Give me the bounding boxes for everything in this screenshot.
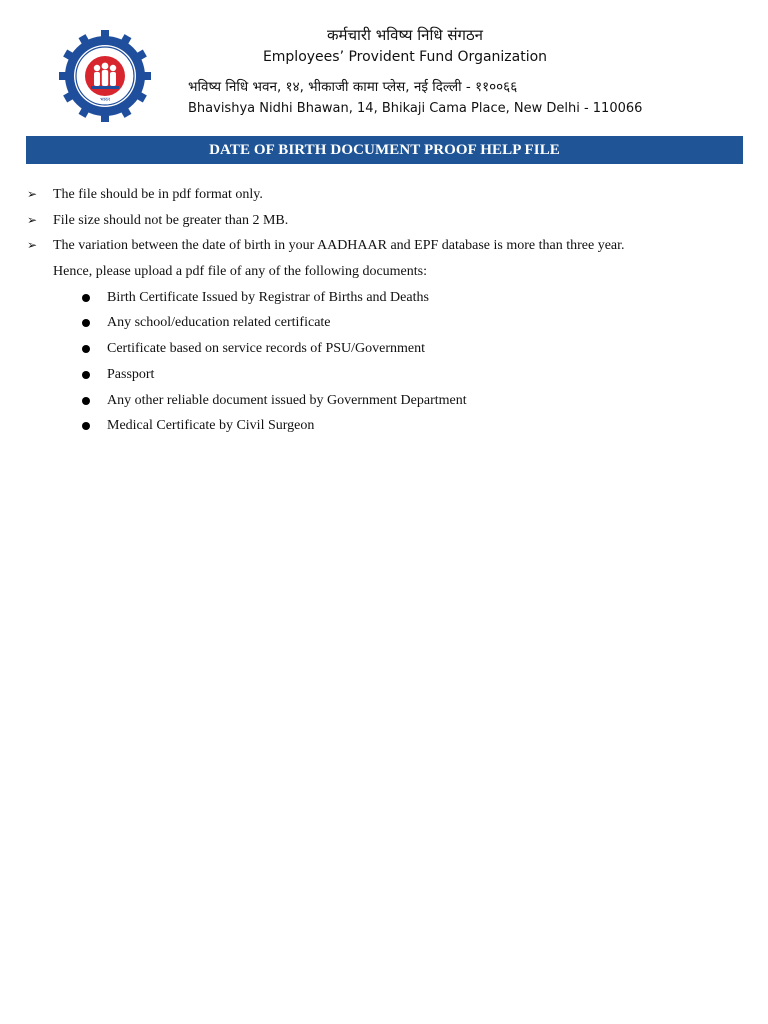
- arrow-bullet-icon: ➢: [27, 238, 38, 253]
- document-text: Certificate based on service records of PSU/Government: [107, 341, 426, 357]
- bullet-dot-icon: [82, 345, 90, 353]
- letterhead: [0, 0, 768, 130]
- document-item: [26, 388, 743, 414]
- bullet-dot-icon: [82, 319, 90, 327]
- instruction-text: The variation between the date of birth in your AADHAAR and EPF database is more than three year.: [53, 238, 625, 254]
- bullet-dot-icon: [82, 397, 90, 405]
- instruction-continuation: Hence, please upload a pdf file of any of the following documents:: [53, 264, 427, 280]
- org-name-block: [150, 24, 660, 68]
- instruction-item: [26, 233, 743, 259]
- instruction-text: File size should not be greater than 2 MB.: [53, 212, 289, 228]
- document-item: [26, 413, 743, 439]
- document-item: [26, 336, 743, 362]
- document-item: [26, 310, 743, 336]
- org-name-hindi: कर्मचारी भविष्य निधि संगठन: [327, 26, 483, 44]
- bullet-dot-icon: [82, 371, 90, 379]
- address-english: Bhavishya Nidhi Bhawan, 14, Bhikaji Cama Place, New Delhi - 110066: [188, 101, 643, 116]
- instruction-text: The file should be in pdf format only.: [53, 187, 263, 202]
- bullet-dot-icon: [82, 294, 90, 302]
- document-title: DATE OF BIRTH DOCUMENT PROOF HELP FILE: [26, 136, 743, 164]
- document-text: Any school/education related certificate: [107, 315, 331, 331]
- org-name-english: Employees’ Provident Fund Organization: [262, 49, 548, 65]
- arrow-bullet-icon: ➢: [27, 187, 38, 201]
- bullet-dot-icon: [82, 422, 90, 430]
- document-text: Medical Certificate by Civil Surgeon: [107, 418, 315, 434]
- instructions-section: [26, 182, 743, 439]
- document-item: [26, 285, 743, 311]
- document-text: Passport: [107, 366, 155, 382]
- epfo-logo-icon: [59, 30, 151, 122]
- logo-text: भारत: [100, 97, 110, 103]
- address-hindi: भविष्य निधि भवन, १४, भीकाजी कामा प्लेस, नई दिल्ली - ११००६६: [188, 79, 518, 95]
- document-text: Any other reliable document issued by Government Department: [107, 392, 467, 408]
- document-item: [26, 362, 743, 388]
- document-list: [26, 285, 743, 439]
- arrow-bullet-icon: ➢: [27, 212, 38, 227]
- instruction-item: [26, 182, 743, 208]
- instruction-item: [26, 208, 743, 234]
- document-text: Birth Certificate Issued by Registrar of Births and Deaths: [107, 289, 429, 305]
